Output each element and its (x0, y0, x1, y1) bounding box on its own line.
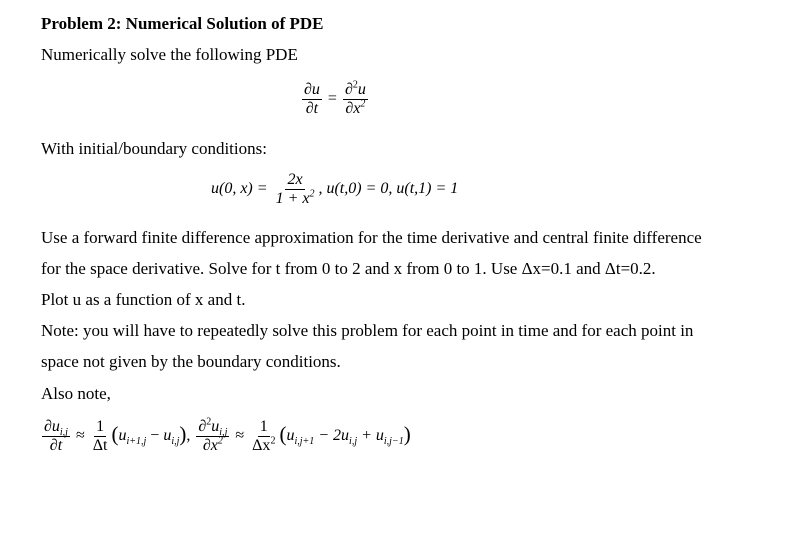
approx-symbol-2: ≈ (235, 427, 245, 445)
pde-rhs-fraction (343, 81, 368, 118)
pde-rhs-denominator: $\partial x^2$ (345, 98, 366, 117)
approx-symbol-1: ≈ (75, 427, 85, 445)
term-u-i-j: $u_{i,j}$ (163, 427, 180, 448)
separator-comma: , (186, 427, 191, 445)
time-coefficient-denominator: Δt (92, 437, 108, 454)
time-coefficient-numerator: 1 (96, 418, 105, 435)
problem-title: Problem 2: Numerical Solution of PDE (41, 14, 324, 33)
initial-condition-denominator: $1 + x^2$ (275, 188, 315, 207)
finite-difference-equation: $\frac{\partial u_{i,j}}{\partial t}$ ≈ $\frac{1}{\Delta t}$ $(u_{i+1,j} - u_{i,j})$, $\frac{\partial^2u_{i,j}}{\partial x^2}$ ≈ $\frac{1}{\Delta x^2}$ $(u_{i,j+1} - 2u_{i,j} + u_{i,j-1})$ (44, 416, 411, 454)
pde-equals: = (327, 90, 337, 108)
space-coefficient-fraction (250, 418, 277, 455)
term-u-j-plus-1: $u_{i,j+1}$ (286, 427, 315, 448)
boundary-conditions-rest: , u(t,0) = 0, u(t,1) = 1 (318, 180, 459, 198)
space-coefficient-denominator: $\Delta x^2$ (252, 435, 276, 454)
pde-lhs-fraction (302, 81, 322, 118)
pde-rhs-numerator: ∂$^2$u (344, 79, 366, 98)
term-u-i-plus-1: $u_{i+1,j}$ (118, 427, 147, 448)
term-u-j-minus-1: + $u_{i,j-1}$ (361, 427, 404, 448)
pde-lhs-denominator: ∂t (305, 100, 319, 117)
plot-instruction: Plot u as a function of x and t. (41, 290, 246, 309)
time-derivative-numerator: $\partial u_{i,j}$ (44, 418, 68, 439)
boundary-conditions-equation (211, 171, 458, 208)
term-minus-2u: − $2u_{i,j}$ (318, 427, 358, 448)
space-derivative-denominator: $\partial x^2$ (202, 435, 223, 454)
space-derivative-fraction (196, 418, 229, 455)
pde-equation (300, 81, 370, 118)
paragraph-line-2: for the space derivative. Solve for t from 0 to 2 and x from 0 to 1. Use Δx=0.1 and Δt=0.2. (41, 259, 656, 278)
initial-condition-fraction (274, 171, 317, 208)
initial-condition-numerator: 2x (287, 171, 303, 188)
minus-sign: − (150, 427, 160, 445)
conditions-heading: With initial/boundary conditions: (41, 139, 267, 158)
paragraph-line-1: Use a forward finite difference approximation for the time derivative and central finite difference (41, 228, 702, 247)
note-line-2: space not given by the boundary conditions. (41, 352, 341, 371)
time-derivative-denominator: ∂t (49, 437, 63, 454)
initial-condition-lhs: u(0, x) = (211, 180, 268, 198)
note-line-1: Note: you will have to repeatedly solve this problem for each point in time and for each point in (41, 321, 694, 340)
time-coefficient-fraction (91, 418, 110, 455)
space-coefficient-numerator: 1 (259, 418, 268, 435)
also-note: Also note, (41, 384, 111, 403)
space-derivative-numerator: $\partial^2u_{i,j}$ (198, 416, 228, 439)
pde-lhs-numerator: ∂u (304, 81, 320, 98)
intro-text: Numerically solve the following PDE (41, 45, 298, 64)
time-derivative-fraction (42, 418, 70, 455)
